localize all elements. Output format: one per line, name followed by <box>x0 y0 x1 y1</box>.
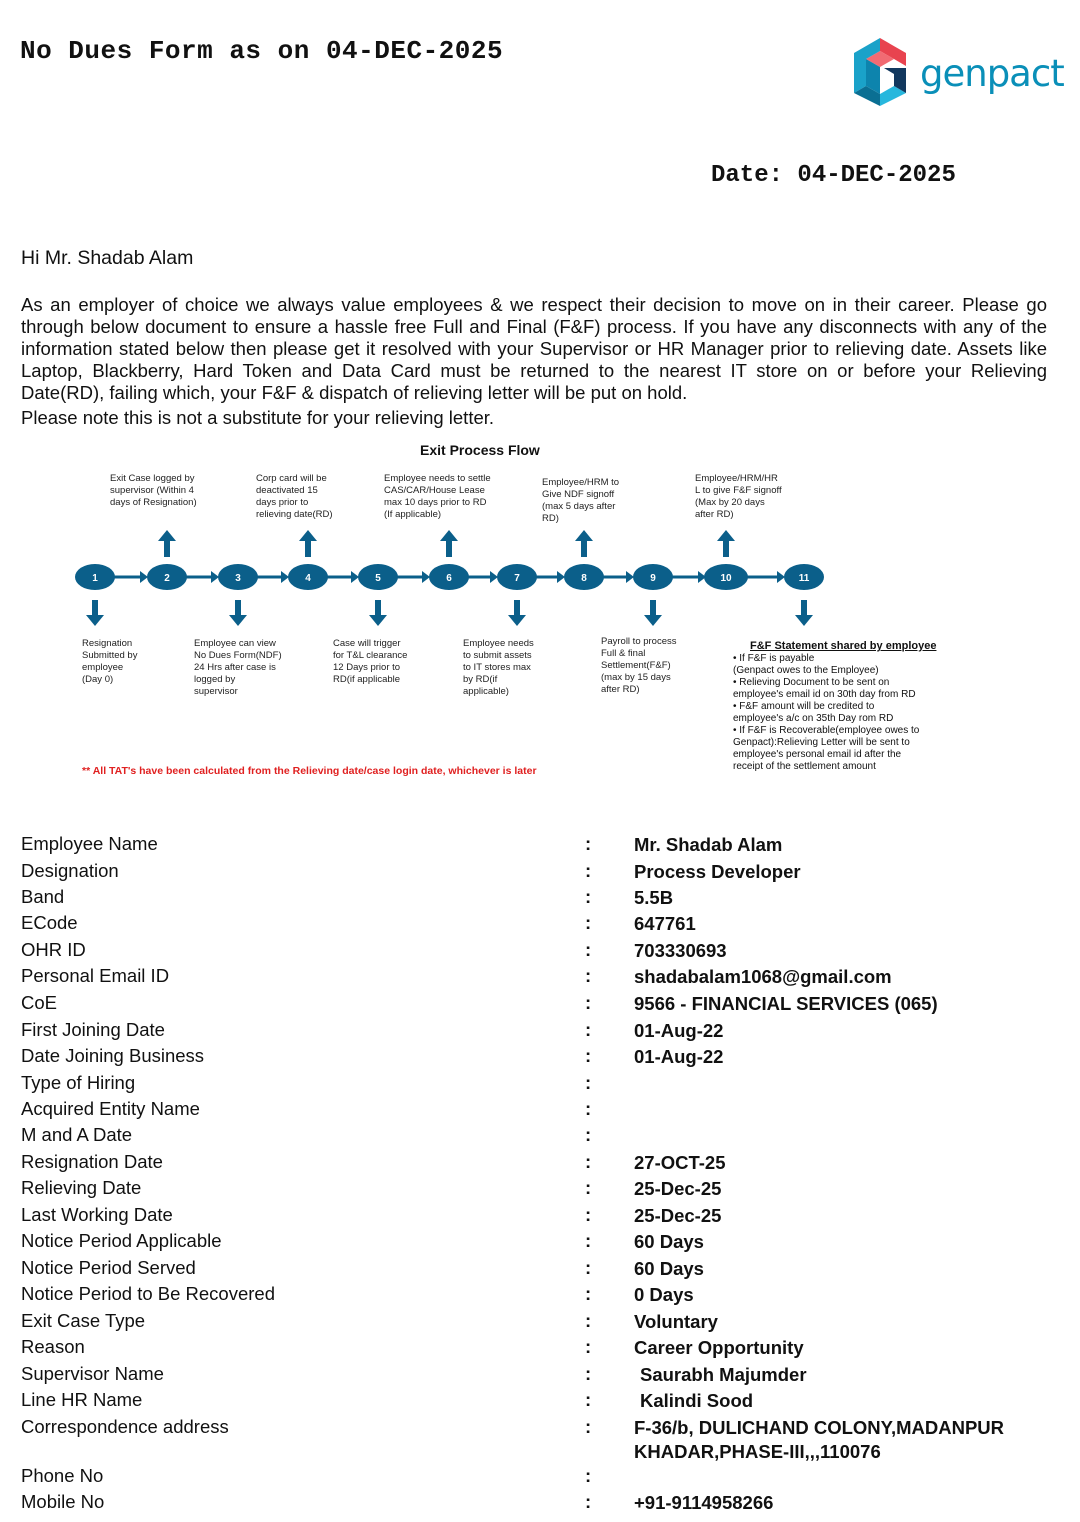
caption-line: days prior to <box>256 497 309 508</box>
detail-label: Notice Period Served <box>21 1257 196 1278</box>
bottom-caption <box>194 638 282 698</box>
caption-line: employee <box>82 662 124 673</box>
detail-label: Acquired Entity Name <box>21 1098 200 1119</box>
caption-line: deactivated 15 <box>256 485 318 496</box>
detail-separator: : <box>585 1204 592 1225</box>
down-arrow-icon <box>92 600 98 617</box>
step-number: 11 <box>798 573 810 584</box>
detail-label: CoE <box>21 992 57 1013</box>
ff-heading: F&F Statement shared by employee <box>750 640 937 652</box>
detail-row <box>21 1440 1061 1467</box>
up-arrow-icon <box>305 539 311 557</box>
down-arrow-head-icon <box>508 615 526 626</box>
detail-separator: : <box>585 886 592 907</box>
ff-line: Genpact):Relieving Letter will be sent to <box>733 737 910 748</box>
detail-value: KHADAR,PHASE-III,,,110076 <box>634 1441 881 1462</box>
detail-row <box>21 1310 1061 1337</box>
detail-label: Resignation Date <box>21 1151 163 1172</box>
up-arrow-head-icon <box>575 530 593 541</box>
up-arrow-head-icon <box>158 530 176 541</box>
detail-label: OHR ID <box>21 939 86 960</box>
detail-separator: : <box>585 1257 592 1278</box>
arrowhead-icon <box>777 571 785 583</box>
ff-line: employee's a/c on 35th Day rom RD <box>733 713 894 724</box>
detail-label: First Joining Date <box>21 1019 165 1040</box>
detail-row <box>21 1389 1061 1416</box>
arrowhead-icon <box>140 571 148 583</box>
detail-row <box>21 912 1061 939</box>
form-title: No Dues Form as on 04-DEC-2025 <box>20 36 504 66</box>
arrowhead-icon <box>211 571 219 583</box>
caption-line: for T&L clearance <box>333 650 408 661</box>
detail-row <box>21 1019 1061 1046</box>
detail-row <box>21 1151 1061 1178</box>
up-arrow-icon <box>446 539 452 557</box>
caption-line: days of Resignation) <box>110 497 197 508</box>
caption-line: Employee/HRM/HR <box>695 473 778 484</box>
date-line: Date: 04-DEC-2025 <box>711 162 956 189</box>
detail-separator: : <box>585 1363 592 1384</box>
caption-line: Corp card will be <box>256 473 327 484</box>
step-number: 6 <box>446 573 452 584</box>
note-line: Please note this is not a substitute for your relieving letter. <box>21 407 495 428</box>
ff-line: • F&F amount will be credited to <box>733 701 875 712</box>
detail-value: 5.5B <box>634 887 674 908</box>
caption-line: after RD) <box>695 509 734 520</box>
detail-separator: : <box>585 1177 592 1198</box>
detail-row <box>21 1098 1061 1125</box>
caption-line: Case will trigger <box>333 638 401 649</box>
detail-label: Correspondence address <box>21 1416 229 1437</box>
detail-row <box>21 1491 1061 1518</box>
detail-label: Type of Hiring <box>21 1072 136 1093</box>
detail-row <box>21 833 1061 860</box>
detail-row <box>21 1230 1061 1257</box>
detail-value: 9566 - FINANCIAL SERVICES (065) <box>634 993 938 1014</box>
caption-line: Give NDF signoff <box>542 489 615 500</box>
step-number: 5 <box>375 573 381 584</box>
detail-label: Mobile No <box>21 1491 105 1512</box>
arrowhead-icon <box>422 571 430 583</box>
caption-line: Settlement(F&F) <box>601 660 671 671</box>
detail-value: Voluntary <box>634 1311 718 1332</box>
caption-line: relieving date(RD) <box>256 509 333 520</box>
detail-separator: : <box>585 965 592 986</box>
arrowhead-icon <box>626 571 634 583</box>
top-caption <box>110 473 197 509</box>
detail-separator: : <box>585 1389 592 1410</box>
detail-label: Band <box>21 886 65 907</box>
detail-label: M and A Date <box>21 1124 133 1145</box>
caption-line: by RD(if <box>463 674 498 685</box>
detail-label: Relieving Date <box>21 1177 142 1198</box>
caption-line: Submitted by <box>82 650 138 661</box>
detail-value: shadabalam1068@gmail.com <box>634 966 892 987</box>
detail-label: Supervisor Name <box>21 1363 164 1384</box>
detail-value: 01-Aug-22 <box>634 1020 724 1041</box>
arrowhead-icon <box>557 571 565 583</box>
ff-line: employee's personal email id after the <box>733 749 902 760</box>
detail-separator: : <box>585 992 592 1013</box>
caption-line: Employee can view <box>194 638 276 649</box>
detail-row <box>21 1416 1061 1443</box>
step-number: 1 <box>92 573 98 584</box>
up-arrow-icon <box>723 539 729 557</box>
detail-separator: : <box>585 1230 592 1251</box>
logo-wordmark: genpact <box>920 52 1064 95</box>
caption-line: to IT stores max <box>463 662 531 673</box>
caption-line: 12 Days prior to <box>333 662 401 673</box>
caption-line: (Max by 20 days <box>695 497 765 508</box>
detail-separator: : <box>585 1098 592 1119</box>
caption-line: (Day 0) <box>82 674 114 685</box>
detail-separator: : <box>585 1151 592 1172</box>
detail-label: Designation <box>21 860 119 881</box>
detail-separator: : <box>585 1072 592 1093</box>
detail-label: Phone No <box>21 1465 104 1486</box>
caption-line: Full & final <box>601 648 646 659</box>
down-arrow-icon <box>650 600 656 617</box>
down-arrow-head-icon <box>369 615 387 626</box>
detail-separator: : <box>585 1283 592 1304</box>
bottom-caption <box>463 638 534 698</box>
detail-value: Career Opportunity <box>634 1337 804 1358</box>
detail-label: Reason <box>21 1336 85 1357</box>
detail-row <box>21 860 1061 887</box>
detail-separator: : <box>585 1310 592 1331</box>
caption-line: Payroll to process <box>601 636 677 647</box>
caption-line: supervisor (Within 4 <box>110 485 194 496</box>
greeting: Hi Mr. Shadab Alam <box>21 247 194 269</box>
caption-line: Resignation <box>82 638 133 649</box>
caption-line: Employee/HRM to <box>542 477 620 488</box>
step-number: 9 <box>650 573 656 584</box>
detail-value: 60 Days <box>634 1258 704 1279</box>
caption-line: supervisor <box>194 686 238 697</box>
intro-paragraph: As an employer of choice we always value employees & we respect their decision to move on in their career. Please go through below document to ensure a hassle free Full and Final (F&F) process. If you have any disconnects with any of the information stated below then please get it resolved with your Supervisor or HR Manager prior to relieving date. Assets like Laptop, Blackberry, Hard Token and Data Card must be returned to the nearest IT store on or before your Relieving Date(RD), failing which, your F&F & dispatch of relieving letter will be put on hold. <box>21 294 1047 403</box>
ff-line: • Relieving Document to be sent on <box>733 677 890 688</box>
detail-row <box>21 965 1061 992</box>
detail-row <box>21 1283 1061 1310</box>
detail-label: Notice Period to Be Recovered <box>21 1283 275 1304</box>
up-arrow-head-icon <box>440 530 458 541</box>
detail-value: 27-OCT-25 <box>634 1152 726 1173</box>
top-caption <box>695 473 782 521</box>
step-number: 3 <box>235 573 241 584</box>
up-arrow-icon <box>581 539 587 557</box>
down-arrow-head-icon <box>795 615 813 626</box>
ff-line: employee's email id on 30th day from RD <box>733 689 916 700</box>
top-caption <box>256 473 333 521</box>
detail-separator: : <box>585 833 592 854</box>
detail-separator: : <box>585 939 592 960</box>
step-number: 4 <box>305 573 311 584</box>
genpact-logo-icon <box>850 38 914 120</box>
ff-line: receipt of the settlement amount <box>733 761 876 772</box>
detail-label: Personal Email ID <box>21 965 170 986</box>
top-caption <box>384 473 491 521</box>
detail-value: Process Developer <box>634 861 801 882</box>
detail-label: Last Working Date <box>21 1204 173 1225</box>
arrowhead-icon <box>351 571 359 583</box>
bottom-caption <box>82 638 137 686</box>
ff-line: • If F&F is Recoverable(employee owes to <box>733 725 920 736</box>
caption-line: CAS/CAR/House Lease <box>384 485 485 496</box>
detail-value: 703330693 <box>634 940 727 961</box>
detail-row <box>21 1124 1061 1151</box>
caption-line: RD) <box>542 513 559 524</box>
step-number: 10 <box>720 573 732 584</box>
detail-row <box>21 1204 1061 1231</box>
down-arrow-head-icon <box>644 615 662 626</box>
caption-line: (max 5 days after <box>542 501 616 512</box>
detail-label: Exit Case Type <box>21 1310 146 1331</box>
caption-line: Employee needs <box>463 638 534 649</box>
caption-line: 24 Hrs after case is <box>194 662 276 673</box>
caption-line: No Dues Form(NDF) <box>194 650 282 661</box>
detail-separator: : <box>585 860 592 881</box>
down-arrow-icon <box>375 600 381 617</box>
detail-value: Saurabh Majumder <box>640 1364 807 1385</box>
detail-row <box>21 886 1061 913</box>
up-arrow-head-icon <box>717 530 735 541</box>
down-arrow-icon <box>801 600 807 617</box>
detail-label: Employee Name <box>21 833 158 854</box>
caption-line: max 10 days prior to RD <box>384 497 487 508</box>
caption-line: logged by <box>194 674 236 685</box>
genpact-logo <box>850 38 1064 120</box>
detail-row <box>21 1045 1061 1072</box>
caption-line: Employee needs to settle <box>384 473 491 484</box>
down-arrow-head-icon <box>86 615 104 626</box>
detail-value: Mr. Shadab Alam <box>634 834 783 855</box>
detail-row <box>21 992 1061 1019</box>
caption-line: after RD) <box>601 684 640 695</box>
caption-line: applicable) <box>463 686 509 697</box>
detail-label: Line HR Name <box>21 1389 143 1410</box>
detail-separator: : <box>585 1416 592 1437</box>
detail-separator: : <box>585 1491 592 1512</box>
detail-row <box>21 1465 1061 1492</box>
exit-process-flow <box>60 438 1020 788</box>
step-number: 7 <box>514 573 520 584</box>
down-arrow-head-icon <box>229 615 247 626</box>
detail-row <box>21 939 1061 966</box>
detail-value: +91-9114958266 <box>634 1492 774 1513</box>
detail-separator: : <box>585 1124 592 1145</box>
caption-line: RD(if applicable <box>333 674 401 685</box>
arrowhead-icon <box>490 571 498 583</box>
caption-line: (max by 15 days <box>601 672 671 683</box>
detail-row <box>21 1072 1061 1099</box>
up-arrow-icon <box>164 539 170 557</box>
detail-label: Notice Period Applicable <box>21 1230 222 1251</box>
detail-separator: : <box>585 1336 592 1357</box>
bottom-caption <box>601 636 677 696</box>
detail-row <box>21 1363 1061 1390</box>
step-number: 2 <box>164 573 170 584</box>
detail-separator: : <box>585 1019 592 1040</box>
up-arrow-head-icon <box>299 530 317 541</box>
caption-line: (If applicable) <box>384 509 442 520</box>
detail-label: ECode <box>21 912 78 933</box>
arrowhead-icon <box>281 571 289 583</box>
top-caption <box>542 477 619 525</box>
down-arrow-icon <box>235 600 241 617</box>
detail-value: Kalindi Sood <box>640 1390 754 1411</box>
detail-value: 25-Dec-25 <box>634 1205 722 1226</box>
caption-line: Exit Case logged by <box>110 473 195 484</box>
detail-separator: : <box>585 912 592 933</box>
detail-value: 0 Days <box>634 1284 694 1305</box>
detail-value: 25-Dec-25 <box>634 1178 722 1199</box>
ff-line: • If F&F is payable <box>733 653 815 664</box>
tat-note: ** All TAT's have been calculated from the Relieving date/case login date, whichever is later <box>82 765 537 777</box>
flow-title: Exit Process Flow <box>420 442 540 458</box>
detail-row <box>21 1336 1061 1363</box>
bottom-caption <box>333 638 407 686</box>
ff-line: (Genpact owes to the Employee) <box>733 665 879 676</box>
caption-line: to submit assets <box>463 650 532 661</box>
detail-label: Date Joining Business <box>21 1045 205 1066</box>
down-arrow-icon <box>514 600 520 617</box>
caption-line: L to give F&F signoff <box>695 485 782 496</box>
detail-value: 647761 <box>634 913 696 934</box>
detail-value: F-36/b, DULICHAND COLONY,MADANPUR <box>634 1417 1004 1438</box>
detail-separator: : <box>585 1465 592 1486</box>
detail-row <box>21 1177 1061 1204</box>
detail-row <box>21 1257 1061 1284</box>
detail-separator: : <box>585 1045 592 1066</box>
detail-value: 01-Aug-22 <box>634 1046 724 1067</box>
detail-value: 60 Days <box>634 1231 704 1252</box>
step-number: 8 <box>581 573 587 584</box>
